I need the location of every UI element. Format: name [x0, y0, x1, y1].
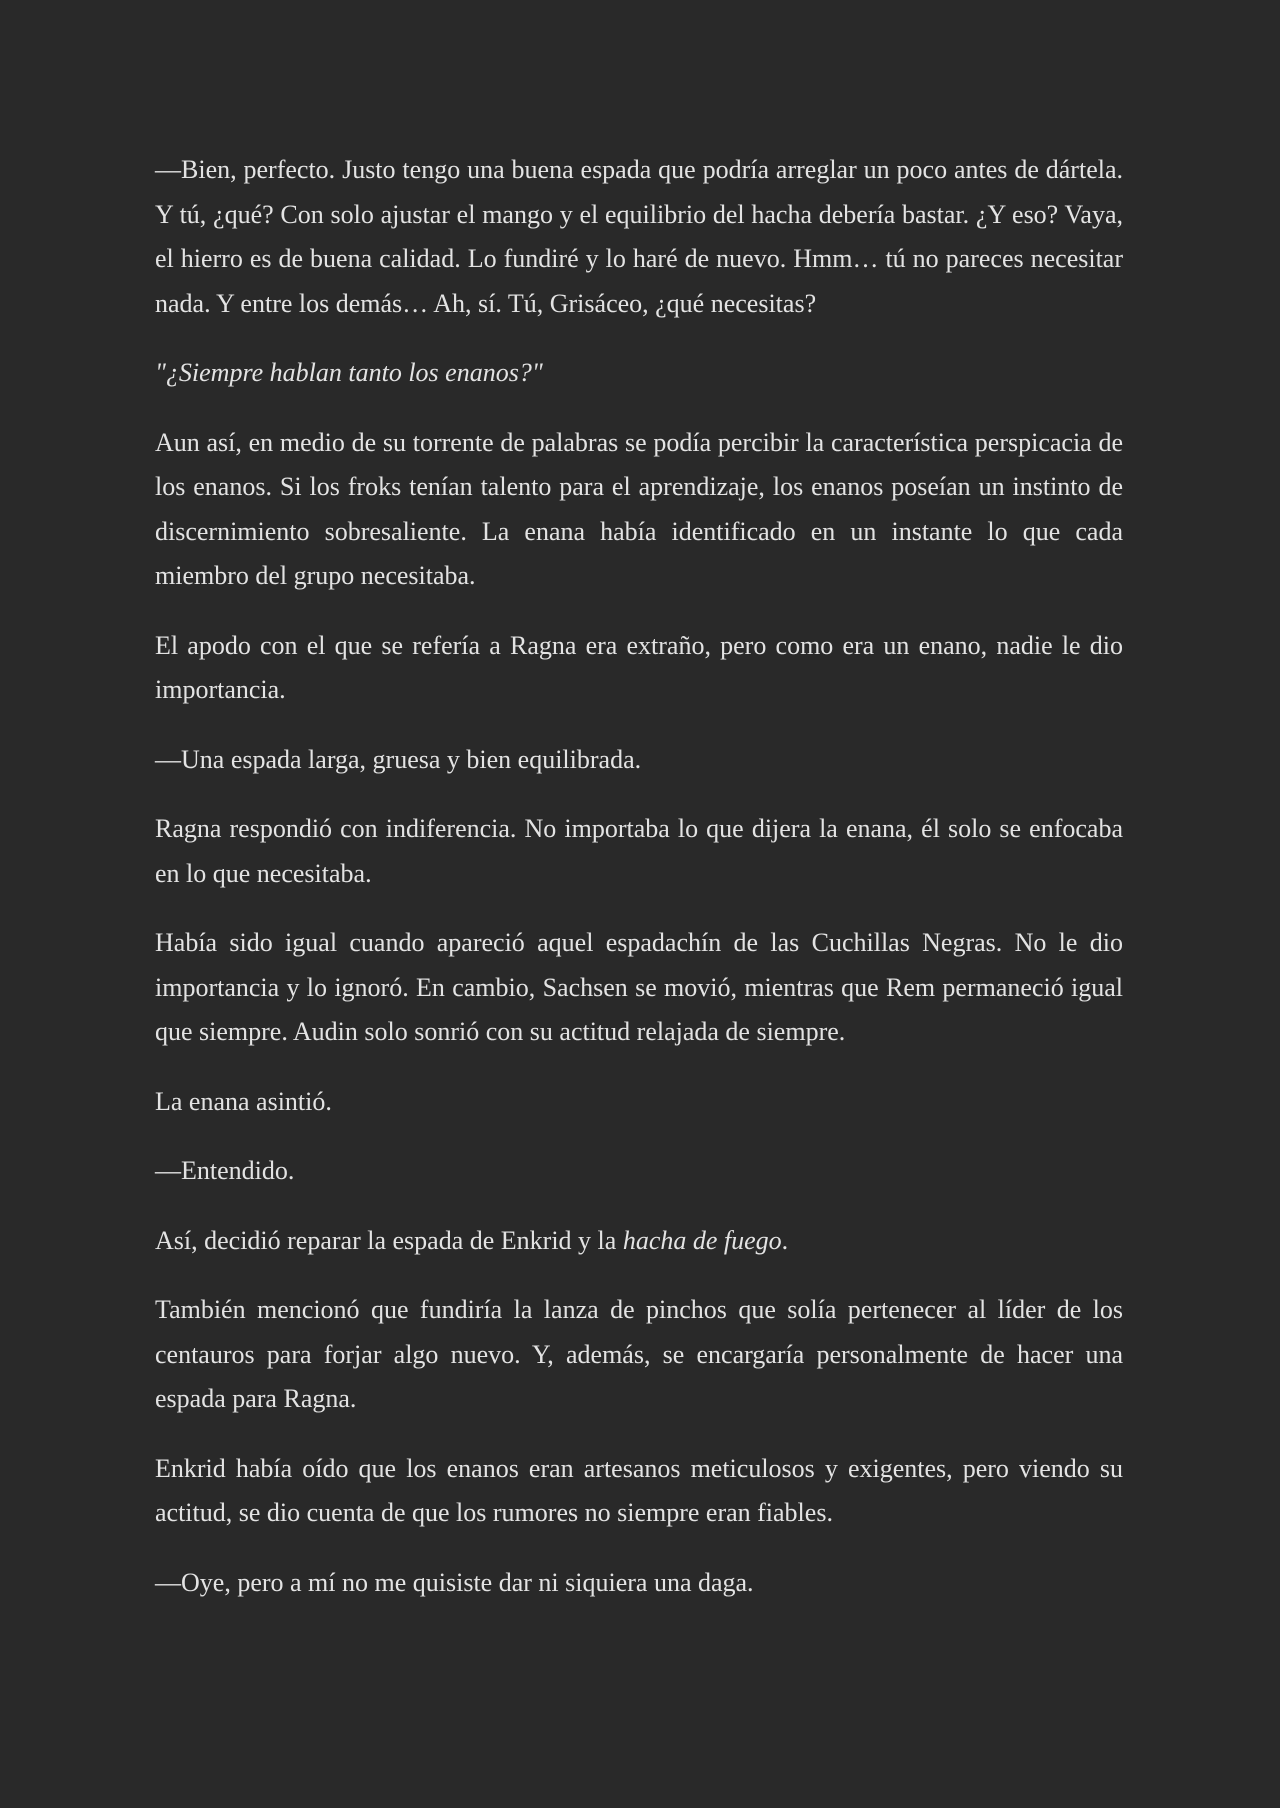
emphasis-text: hacha de fuego — [622, 1225, 782, 1255]
paragraph: Enkrid había oído que los enanos eran artesanos meticulosos y exigentes, pero viendo su actitud, se dio cuenta de que los rumores no siempre eran fiables. — [155, 1453, 1123, 1527]
paragraph: —Bien, perfecto. Justo tengo una buena espada que podría arreglar un poco antes de dártela. Y tú, ¿qué? Con solo ajustar el mango y el equilibrio del hacha debería bastar. ¿Y eso? Vaya, el hierro es de buena calidad. Lo fundiré y lo haré de nuevo. Hmm… tú no pareces necesitar nada. Y entre los demás… Ah, sí. Tú, Grisáceo, ¿qué necesitas? — [155, 155, 1123, 318]
dialogue-paragraph: —Una espada larga, gruesa y bien equilibrada. — [155, 744, 642, 774]
paragraph-with-emphasis — [155, 1219, 1123, 1264]
paragraph-text: Así, decidió reparar la espada de Enkrid y la — [155, 1225, 623, 1255]
dialogue-paragraph: —Entendido. — [155, 1156, 295, 1185]
thought-paragraph: "¿Siempre hablan tanto los enanos?" — [155, 358, 543, 387]
paragraph: También mencionó que fundiría la lanza de pinchos que solía pertenecer al líder de los centauros para forjar algo nuevo. Y, además, se encargaría personalmente de hacer una espada para Ragna. — [155, 1295, 1123, 1413]
paragraph: Había sido igual cuando apareció aquel espadachín de las Cuchillas Negras. No le dio importancia y lo ignoró. En cambio, Sachsen se movió, mientras que Rem permaneció igual que siempre. Audin solo sonrió con su actitud relajada de siempre. — [155, 928, 1123, 1046]
paragraph: Aun así, en medio de su torrente de palabras se podía percibir la característica perspicacia de los enanos. Si los froks tenían talento para el aprendizaje, los enanos poseían un instinto de discernimiento sobresaliente. La enana había identificado en un instante lo que cada miembro del grupo necesitaba. — [155, 427, 1123, 590]
dialogue-paragraph: —Oye, pero a mí no me quisiste dar ni siquiera una daga. — [155, 1567, 754, 1597]
paragraph: La enana asintió. — [155, 1086, 332, 1116]
paragraph-text: . — [781, 1225, 789, 1255]
paragraph: El apodo con el que se refería a Ragna era extraño, pero como era un enano, nadie le dio importancia. — [155, 630, 1123, 704]
paragraph: Ragna respondió con indiferencia. No importaba lo que dijera la enana, él solo se enfocaba en lo que necesitaba. — [155, 814, 1123, 888]
